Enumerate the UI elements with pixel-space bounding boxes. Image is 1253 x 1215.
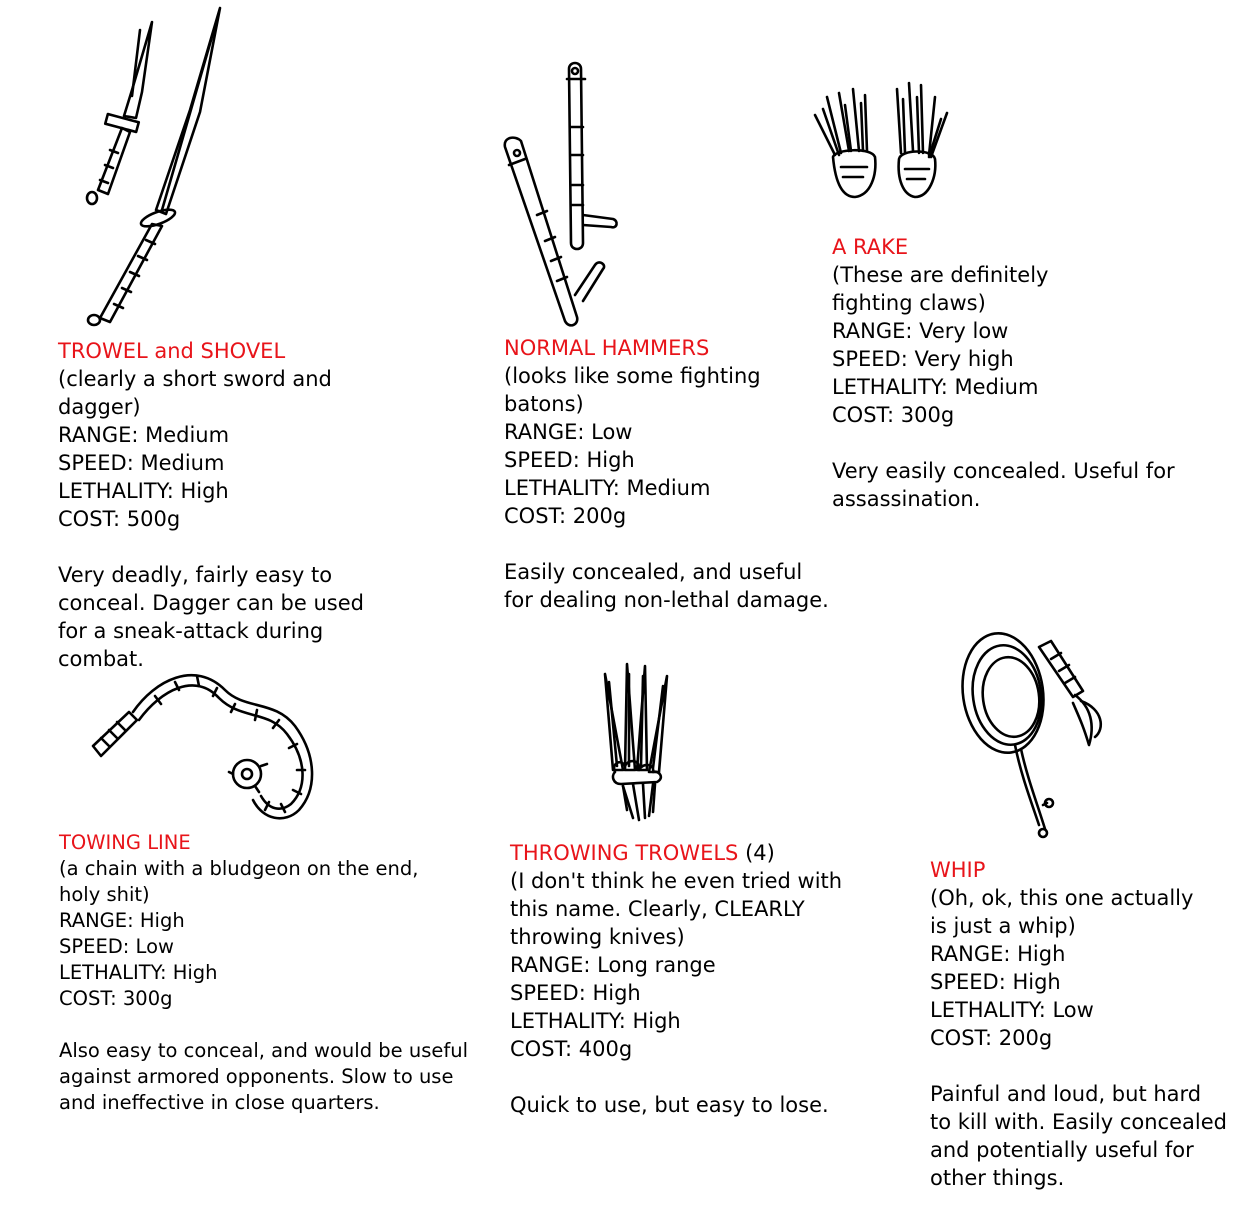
weapon-lethality: LETHALITY: Medium xyxy=(832,375,1039,399)
weapon-note: (I don't think he even tried with this name. Clearly, CLEARLY throwing knives) xyxy=(510,869,843,949)
weapon-title: TROWEL and SHOVEL xyxy=(58,339,286,363)
weapon-lethality: LETHALITY: Low xyxy=(930,998,1094,1022)
weapon-lethality: LETHALITY: Medium xyxy=(504,476,711,500)
weapon-note: (These are definitely fighting claws) xyxy=(832,263,1049,315)
weapon-range: RANGE: Low xyxy=(504,420,633,444)
weapon-speed: SPEED: Medium xyxy=(58,451,225,475)
whip-icon xyxy=(955,625,1115,840)
weapon-range: RANGE: High xyxy=(930,942,1066,966)
weapon-count: (4) xyxy=(745,841,775,865)
weapon-speed: SPEED: Very high xyxy=(832,347,1014,371)
weapon-card-a-rake xyxy=(832,233,1175,513)
weapon-title: NORMAL HAMMERS xyxy=(504,336,710,360)
weapon-range: RANGE: High xyxy=(59,909,185,932)
sword-and-dagger-icon xyxy=(60,0,250,330)
weapon-note: (clearly a short sword and dagger) xyxy=(58,367,332,419)
weapon-title: A RAKE xyxy=(832,235,909,259)
weapon-speed: SPEED: High xyxy=(930,970,1061,994)
weapon-card-trowel-shovel xyxy=(58,337,364,673)
weapon-cost: COST: 500g xyxy=(58,507,181,531)
weapon-speed: SPEED: High xyxy=(504,448,635,472)
weapon-title-line xyxy=(510,839,842,867)
weapon-range: RANGE: Long range xyxy=(510,953,716,977)
weapon-card-towing-line xyxy=(59,830,468,1116)
weapon-speed: SPEED: High xyxy=(510,981,641,1005)
weapon-range: RANGE: Medium xyxy=(58,423,230,447)
chain-bludgeon-icon xyxy=(85,660,335,830)
weapon-cost: COST: 300g xyxy=(832,403,955,427)
weapon-speed: SPEED: Low xyxy=(59,935,174,958)
weapon-cost: COST: 400g xyxy=(510,1037,633,1061)
weapon-cost: COST: 200g xyxy=(504,504,627,528)
weapon-cost: COST: 300g xyxy=(59,987,173,1010)
throwing-knives-icon xyxy=(595,660,685,825)
weapon-range: RANGE: Very low xyxy=(832,319,1009,343)
weapon-description: Painful and loud, but hard to kill with. Easily concealed and potentially useful for other things. xyxy=(930,1082,1227,1190)
weapon-description: Very easily concealed. Useful for assassination. xyxy=(832,459,1175,511)
weapon-note: (a chain with a bludgeon on the end, holy shit) xyxy=(59,857,419,906)
weapon-card-normal-hammers xyxy=(504,334,829,614)
weapon-description: Also easy to conceal, and would be useful against armored opponents. Slow to use and ineffective in close quarters. xyxy=(59,1039,469,1114)
weapon-card-whip xyxy=(930,856,1227,1192)
weapon-lethality: LETHALITY: High xyxy=(510,1009,681,1033)
weapon-description: Quick to use, but easy to lose. xyxy=(510,1093,829,1117)
weapon-lethality: LETHALITY: High xyxy=(58,479,229,503)
weapon-lethality: LETHALITY: High xyxy=(59,961,218,984)
weapon-description: Easily concealed, and useful for dealing non-lethal damage. xyxy=(504,560,829,612)
weapon-title: WHIP xyxy=(930,858,986,882)
weapon-cost: COST: 200g xyxy=(930,1026,1053,1050)
weapon-title: THROWING TROWELS xyxy=(510,841,739,865)
weapon-card-throwing-trowels xyxy=(510,839,842,1119)
claws-icon xyxy=(805,75,955,205)
weapon-note: (Oh, ok, this one actually is just a whip) xyxy=(930,886,1194,938)
weapon-title: TOWING LINE xyxy=(59,831,191,854)
weapon-note: (looks like some fighting batons) xyxy=(504,364,761,416)
batons-icon xyxy=(495,55,635,325)
weapon-description: Very deadly, fairly easy to conceal. Dagger can be used for a sneak-attack during combat. xyxy=(58,563,364,671)
